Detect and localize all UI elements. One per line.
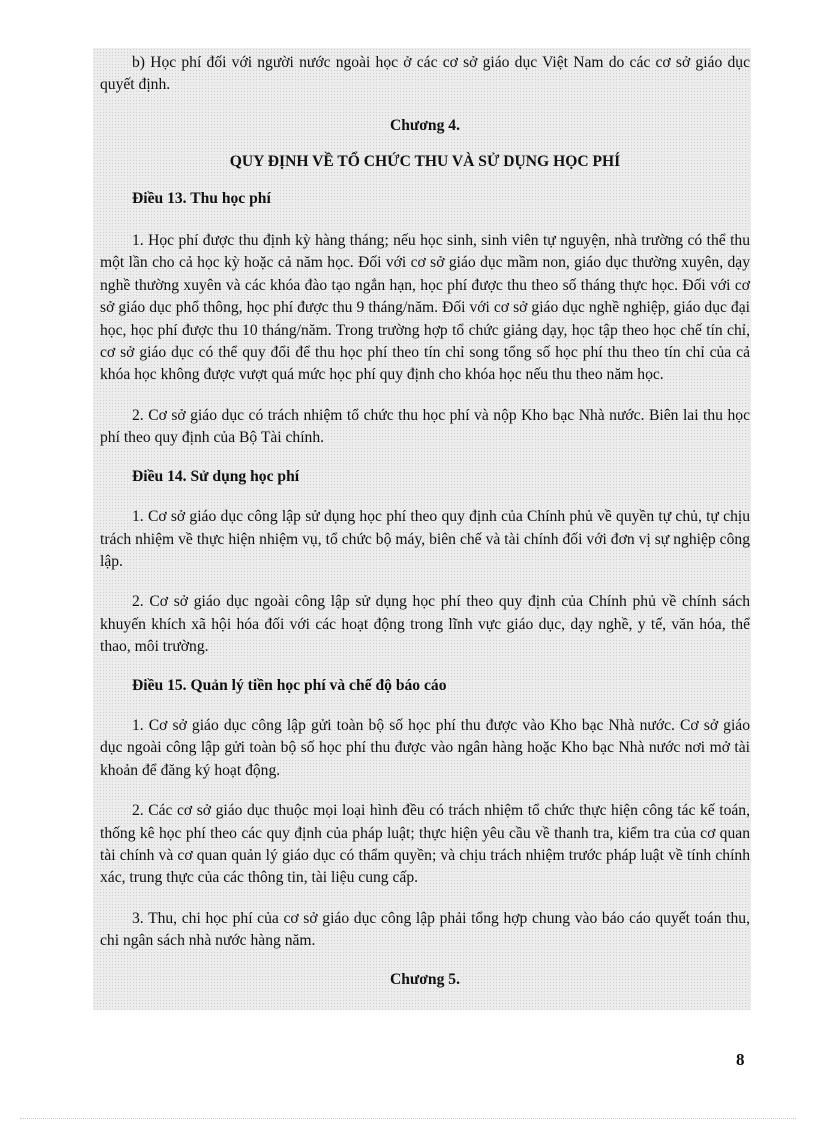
article-13-clause-1: 1. Học phí được thu định kỳ hàng tháng; nếu học sinh, sinh viên tự nguyện, nhà trường có thể thu một lần cho cả học kỳ hoặc cả năm học. Đối với cơ sở giáo dục mầm non, giáo dục thường xuyên, dạy nghề thường xuyên và các khóa đào tạo ngắn hạn, học phí được thu theo số tháng thực học. Đối với cơ sở giáo dục phổ thông, học phí được thu 9 tháng/năm. Đối với cơ sở giáo dục nghề nghiệp, giáo dục đại học, học phí được thu 10 tháng/năm. Trong trường hợp tổ chức giảng dạy, học tập theo học chế tín chỉ, cơ sở giáo dục có thể quy đổi để thu học phí theo tín chỉ song tổng số học phí thu theo tín chỉ của cả khóa học không được vượt quá mức học phí quy định cho khóa học nếu thu theo năm học. [100,232,750,384]
page-number: 8 [736,1050,745,1069]
article-13-title: Điều 13. Thu học phí [132,189,271,207]
article-13-clause-2: 2. Cơ sở giáo dục có trách nhiệm tổ chức thu học phí và nộp Kho bạc Nhà nước. Biên lai thu học phí theo quy định của Bộ Tài chính. [100,406,750,447]
article-14-clause-2: 2. Cơ sở giáo dục ngoài công lập sử dụng học phí theo quy định của Chính phủ về chính sách khuyến khích xã hội hóa đối với các hoạt động trong lĩnh vực giáo dục, dạy nghề, y tế, văn hóa, thể thao, môi trường. [100,593,750,656]
chapter-4-label: Chương 4. [390,116,460,134]
paragraph-b: b) Học phí đối với người nước ngoài học ở các cơ sở giáo dục Việt Nam do các cơ sở giáo dục quyết định. [100,54,750,94]
article-15-clause-1: 1. Cơ sở giáo dục công lập gửi toàn bộ số học phí thu được vào Kho bạc Nhà nước. Cơ sở giáo dục ngoài công lập gửi toàn bộ số học phí thu được vào ngân hàng hoặc Kho bạc Nhà nước nơi mở tài khoản để đăng ký hoạt động. [100,716,750,779]
article-15-title: Điều 15. Quản lý tiền học phí và chế độ báo cáo [132,676,447,694]
article-14-clause-1: 1. Cơ sở giáo dục công lập sử dụng học phí theo quy định của Chính phủ về quyền tự chủ, tự chịu trách nhiệm về thực hiện nhiệm vụ, tổ chức bộ máy, biên chế và tài chính đối với đơn vị sự nghiệp công lập. [100,508,750,570]
chapter-4-title: QUY ĐỊNH VỀ TỔ CHỨC THU VÀ SỬ DỤNG HỌC PHÍ [229,153,621,171]
article-15-clause-2: 2. Các cơ sở giáo dục thuộc mọi loại hình đều có trách nhiệm tổ chức thực hiện công tác kế toán, thống kê học phí theo các quy định của pháp luật; thực hiện yêu cầu về thanh tra, kiểm tra của cơ quan tài chính và cơ quan quản lý giáo dục có thẩm quyền; và chịu trách nhiệm trước pháp luật về tính chính xác, trung thực của các thông tin, tài liệu cung cấp. [100,802,750,887]
footer-divider [20,1118,796,1119]
article-14-title: Điều 14. Sử dụng học phí [132,467,300,485]
chapter-5-label: Chương 5. [390,970,460,988]
document-body [100,52,750,991]
article-15-clause-3: 3. Thu, chi học phí của cơ sở giáo dục công lập phải tổng hợp chung vào báo cáo quyết toán thu, chi ngân sách nhà nước hàng năm. [100,909,750,950]
